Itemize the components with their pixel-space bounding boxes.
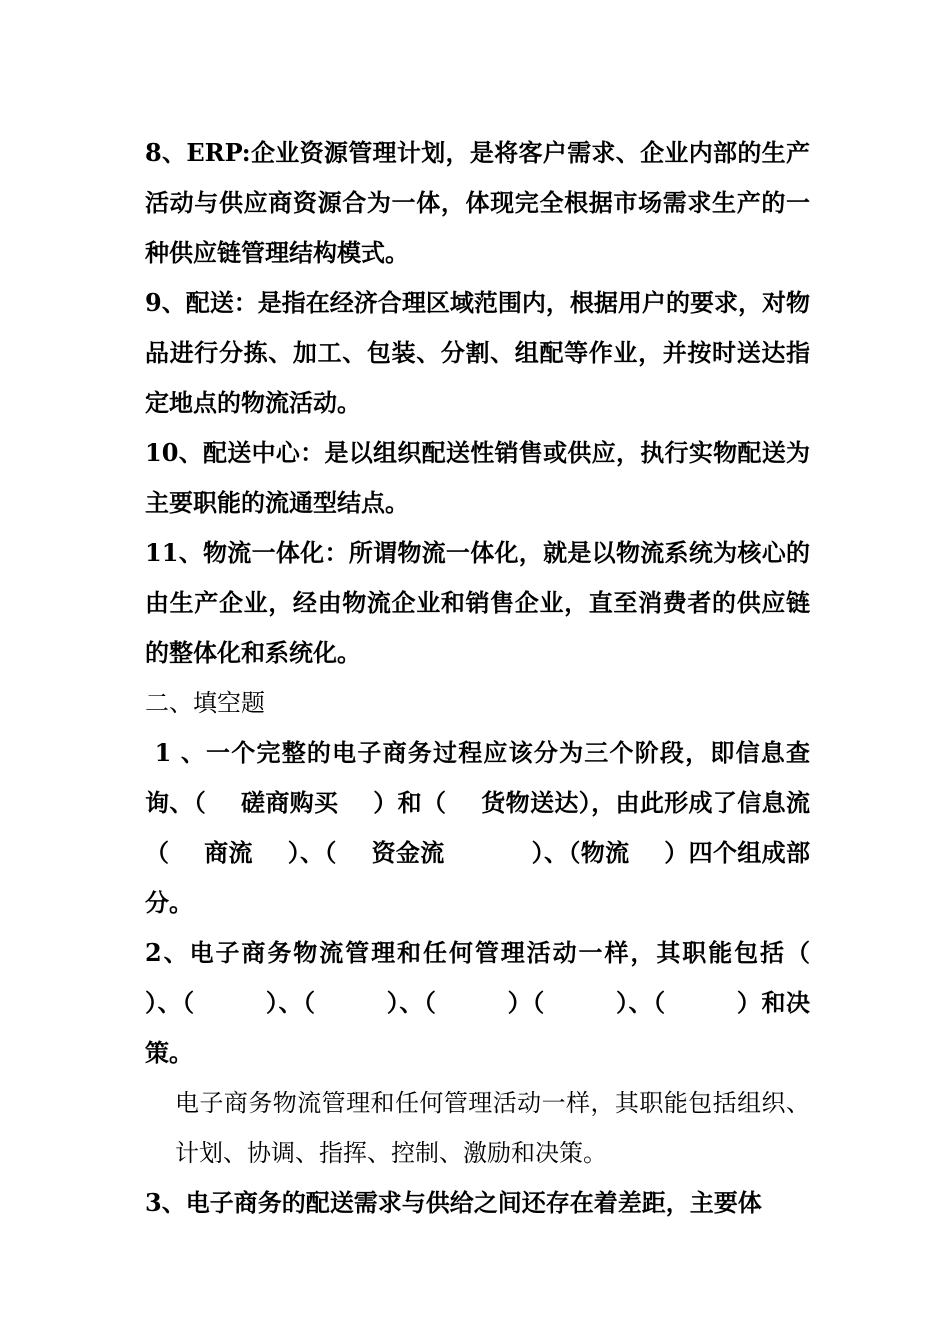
definition-logistics-integration: 11、物流一体化：所谓物流一体化，就是以物流系统为核心的由生产企业，经由物流企业和销售企业，直至消费者的供应链的整体化和系统化。 [145,538,810,667]
question-2: 2、电子商务物流管理和任何管理活动一样，其职能包括（ ）、（ ）、（ ）、（ ）（ ）、（ ）和决策。 [145,938,844,1067]
section-heading-fill-in: 二、填空题 [145,689,265,717]
question-3: 3、电子商务的配送需求与供给之间还存在着差距，主要体 [145,1188,762,1217]
document-page [145,128,844,1228]
definition-distribution-center: 10、配送中心：是以组织配送性销售或供应，执行实物配送为主要职能的流通型结点。 [145,438,810,517]
definition-distribution: 9、配送：是指在经济合理区域范围内，根据用户的要求，对物品进行分拣、加工、包装、分割、组配等作业，并按时送达指定地点的物流活动。 [145,288,810,417]
question-1: 1 、一个完整的电子商务过程应该分为三个阶段，即信息查询、（ 磋商购买 ）和（ 货物送达），由此形成了信息流（ 商流 ）、（ 资金流 ）、（物流 ）四个组成部分。 [145,738,810,917]
question-2-answer: 电子商务物流管理和任何管理活动一样，其职能包括组织、计划、协调、指挥、控制、激励和决策。 [175,1089,810,1167]
definition-erp: 8、ERP:企业资源管理计划，是将客户需求、企业内部的生产活动与供应商资源合为一体，体现完全根据市场需求生产的一种供应链管理结构模式。 [145,138,810,267]
